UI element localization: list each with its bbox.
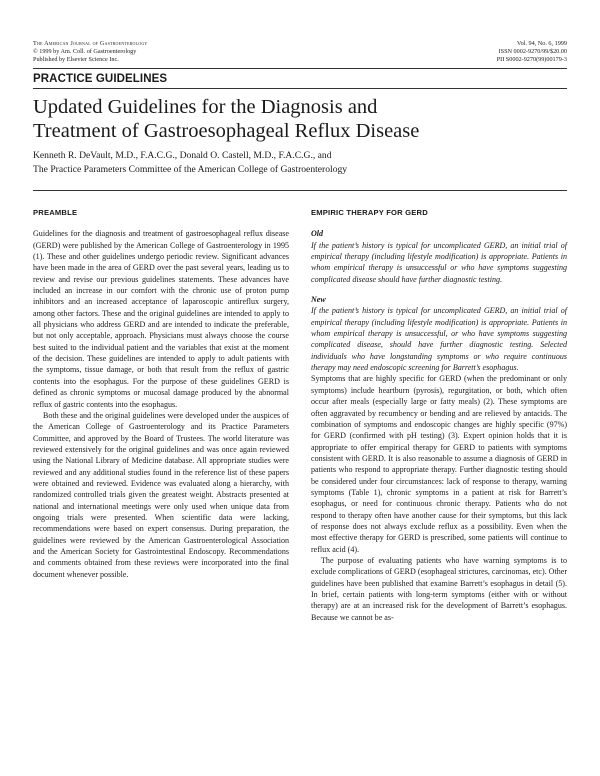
author-list — [33, 149, 573, 177]
right-column — [311, 207, 567, 623]
preamble-paragraph-1: Guidelines for the diagnosis and treatment of gastroesophageal reflux disease (GERD) were published by the American College of Gastroenterology in 1995 (1). These and other guidelines undergo periodic review. Significant advances have been made in the area of GERD over the past several years, leading us to review and revise our previous guidelines statements. These advances have included an increase in our comfort with the chronic use of proton pump inhibitors and an increased acceptance of laparoscopic antireflux surgery, among other factors. These and the original guidelines are intended to apply to all physicians who address GERD and are intended to indicate the preferable, but not only acceptable, approach. Physicians must always choose the course best suited to the individual patient and the variables that exist at the moment of the decision. These guidelines are intended to apply to adult patients with the symptoms, tissue damage, or both that result from the reflux of gastric contents into the esophagus. For the purpose of these guidelines GERD is defined as chronic symptoms or mucosal damage produced by the abnormal reflux of gastric contents into the esophagus. — [33, 229, 289, 409]
title-line-2: Treatment of Gastroesophageal Reflux Disease — [33, 120, 420, 142]
old-guideline-label: Old — [311, 229, 324, 239]
section-rule — [33, 88, 567, 89]
section-label: PRACTICE GUIDELINES — [33, 73, 168, 85]
journal-header-left — [33, 40, 148, 63]
copyright-line: © 1999 by Am. Coll. of Gastroenterology — [33, 47, 137, 55]
empiric-paragraph-2: The purpose of evaluating patients who have warning symptoms is to exclude complications of GERD (esophageal strictures, carcinomas, etc). Other guidelines have been published that examine Barrett’s esophagus in detail (5). In brief, certain patients with long-term symptoms (either with or without therapy) are at an increased risk for the development of Barrett’s esophagus. Because we cannot be as- — [311, 555, 567, 622]
new-guideline-text: If the patient’s history is typical for uncomplicated GERD, an initial trial of empirical therapy (including lifestyle modification) is appropriate. Patients in whom empirical therapy is unsuccessful, or who have symptoms suggesting complicated disease, should have further diagnostic testing. Selected individuals who have longstanding symptoms or who require continuous therapy may need endoscopic screening for Barrett’s esophagus. — [311, 306, 567, 373]
journal-name: The American Journal of Gastroenterology — [33, 40, 148, 47]
journal-header-right — [497, 40, 567, 63]
empiric-therapy-heading: EMPIRIC THERAPY FOR GERD — [311, 208, 428, 217]
authors-line-1: Kenneth R. DeVault, M.D., F.A.C.G., Donald O. Castell, M.D., F.A.C.G., and — [33, 150, 332, 161]
publisher-line: Published by Elsevier Science Inc. — [33, 55, 119, 63]
old-guideline-text: If the patient’s history is typical for uncomplicated GERD, an initial trial of empirical therapy (including lifestyle modification) is appropriate. Patients in whom empirical therapy is unsuccessful or who have symptoms suggesting complicated disease should have further diagnostic testing. — [311, 240, 567, 284]
byline-rule — [33, 190, 567, 191]
volume-line: Vol. 94, No. 6, 1999 — [516, 40, 567, 47]
header-rule — [33, 68, 567, 69]
authors-line-2: The Practice Parameters Committee of the American College of Gastroenterology — [33, 164, 348, 175]
issn-line: ISSN 0002-9270/99/$20.00 — [498, 47, 567, 55]
title-line-1: Updated Guidelines for the Diagnosis and — [33, 96, 378, 118]
article-title — [33, 95, 573, 143]
preamble-heading: PREAMBLE — [33, 208, 78, 217]
left-column — [33, 207, 289, 580]
empiric-paragraph-1: Symptoms that are highly specific for GERD (when the predominant or only symptoms) include heartburn (pyrosis), regurgitation, or both, which often occur after meals (especially large or fatty meals) (2). These symptoms are often aggravated by recumbency or bending and are relieved by antacids. The combination of symptoms and endoscopic changes are highly specific (97%) for GERD (confirmed with pH testing) (3). Expert opinion holds that it is appropriate to offer empirical therapy for GERD to patients with symptoms consistent with GERD. It is also reasonable to assume a diagnosis of GERD in patients who respond to appropriate therapy. Further diagnostic testing should be considered under four circumstances: lack of response to therapy, warning symptoms (Table 1), chronic symptoms in a patient at risk for Barrett’s esophagus, or need for continuous chronic therapy. Patients who do not respond to therapy often have another cause for their symptoms, but this lack of response does not always exclude reflux as a possibility. Even when the most effective therapy for GERD is prescribed, some patients will continue to reflux acid (4). — [311, 374, 567, 554]
pii-line: PII S0002-9270(99)00179-3 — [496, 55, 567, 63]
new-guideline-label: New — [311, 295, 326, 305]
preamble-paragraph-2: Both these and the original guidelines were developed under the auspices of the American College of Gastroenterology and its Practice Parameters Committee, and approved by the Board of Trustees. The world literature was reviewed extensively for the original guidelines and was once again reviewed using the National Library of Medicine database. All appropriate studies were reviewed and any additional studies found in the reference list of these papers were obtained and reviewed. Evidence was evaluated along a hierarchy, with randomized controlled trials given the greatest weight. Abstracts presented at national and international meetings were only used when unique data from ongoing trials were presented. When scientific data were lacking, recommendations were based on expert consensus. During preparation, the guidelines were reviewed by the American Gastroenterological Association and the American Society for Gastrointestinal Endoscopy. Recommendations and comments obtained from these reviews were incorporated into the final document whenever possible. — [33, 410, 289, 579]
